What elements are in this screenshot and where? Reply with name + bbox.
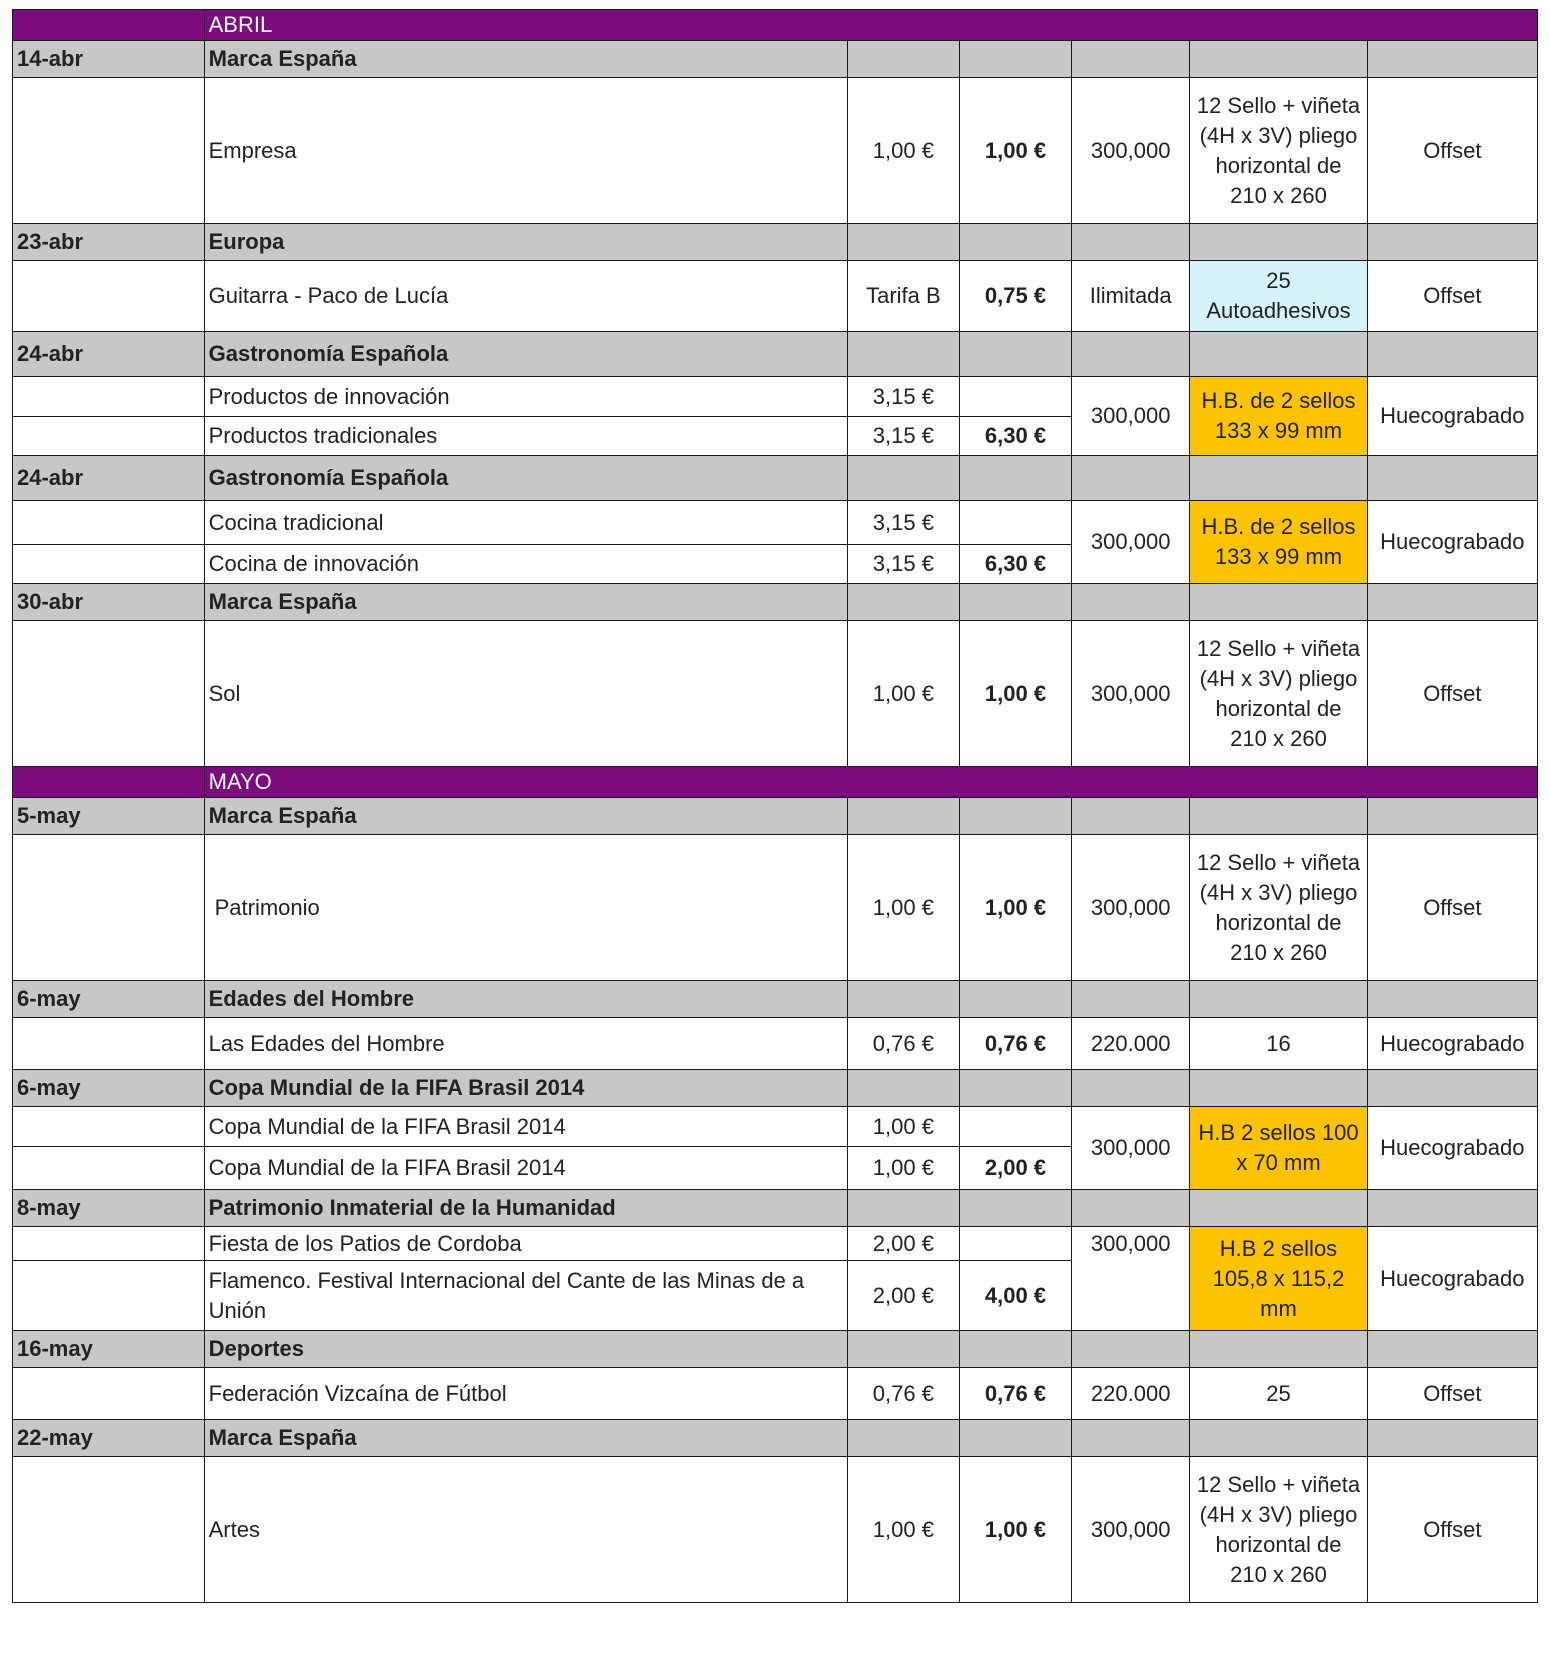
- stamp-price: 1,00 €: [847, 1457, 959, 1603]
- event-header-row: [13, 1190, 1538, 1227]
- stamp-total: 0,76 €: [959, 1368, 1071, 1420]
- event-series: Marca España: [204, 798, 847, 835]
- stamp-format: H.B 2 sellos 105,8 x 115,2 mm: [1190, 1227, 1367, 1331]
- stamp-printing: Huecograbado: [1367, 377, 1537, 456]
- stamp-name: Copa Mundial de la FIFA Brasil 2014: [204, 1107, 847, 1147]
- stamp-format: 12 Sello + viñeta (4H x 3V) pliego horizontal de 210 x 260: [1190, 78, 1367, 224]
- event-date: 24-abr: [13, 456, 205, 501]
- stamp-price: 0,76 €: [847, 1368, 959, 1420]
- stamp-total: 0,76 €: [959, 1018, 1071, 1070]
- stamp-format: 16: [1190, 1018, 1367, 1070]
- stamp-price: 3,15 €: [847, 417, 959, 456]
- stamp-name: Las Edades del Hombre: [204, 1018, 847, 1070]
- stamp-row: [13, 1227, 1538, 1261]
- stamp-tirada: 300,000: [1072, 377, 1190, 456]
- month-row-abril: [13, 10, 1538, 41]
- stamp-name: Guitarra - Paco de Lucía: [204, 261, 847, 332]
- month-row-mayo: [13, 767, 1538, 798]
- month-label: ABRIL: [204, 10, 1537, 41]
- stamp-name: Federación Vizcaína de Fútbol: [204, 1368, 847, 1420]
- stamp-row: [13, 1018, 1538, 1070]
- event-date: 24-abr: [13, 332, 205, 377]
- event-header-row: [13, 332, 1538, 377]
- event-series: Marca España: [204, 1420, 847, 1457]
- stamp-printing: Offset: [1367, 1368, 1537, 1420]
- event-header-row: [13, 798, 1538, 835]
- stamp-name: Cocina tradicional: [204, 501, 847, 545]
- stamp-tirada: 300,000: [1072, 621, 1190, 767]
- stamp-total: 6,30 €: [959, 545, 1071, 584]
- stamp-tirada: 300,000: [1072, 78, 1190, 224]
- stamp-name: Fiesta de los Patios de Cordoba: [204, 1227, 847, 1261]
- event-series: Copa Mundial de la FIFA Brasil 2014: [204, 1070, 847, 1107]
- stamp-printing: Offset: [1367, 261, 1537, 332]
- stamp-printing: Huecograbado: [1367, 1107, 1537, 1190]
- stamp-price: 1,00 €: [847, 78, 959, 224]
- stamp-printing: Huecograbado: [1367, 1018, 1537, 1070]
- stamp-price: 0,76 €: [847, 1018, 959, 1070]
- stamp-row: [13, 621, 1538, 767]
- stamp-format: 25: [1190, 1368, 1367, 1420]
- stamp-format: H.B. de 2 sellos 133 x 99 mm: [1190, 377, 1367, 456]
- stamp-total: 1,00 €: [959, 621, 1071, 767]
- stamp-tirada: 220.000: [1072, 1368, 1190, 1420]
- stamp-name: Artes: [204, 1457, 847, 1603]
- event-header-row: [13, 1420, 1538, 1457]
- event-date: 30-abr: [13, 584, 205, 621]
- event-series: Gastronomía Española: [204, 456, 847, 501]
- stamp-tirada: 300,000: [1072, 1227, 1190, 1331]
- stamp-price: 2,00 €: [847, 1261, 959, 1331]
- stamp-tirada: 300,000: [1072, 501, 1190, 584]
- stamp-tirada: Ilimitada: [1072, 261, 1190, 332]
- stamp-row: [13, 835, 1538, 981]
- stamp-tirada: 220.000: [1072, 1018, 1190, 1070]
- stamp-total: 2,00 €: [959, 1147, 1071, 1190]
- stamp-price: 1,00 €: [847, 1147, 959, 1190]
- stamp-row: [13, 261, 1538, 332]
- stamp-printing: Offset: [1367, 835, 1537, 981]
- stamp-format: 12 Sello + viñeta (4H x 3V) pliego horizontal de 210 x 260: [1190, 621, 1367, 767]
- event-series: Marca España: [204, 584, 847, 621]
- stamp-printing: Huecograbado: [1367, 1227, 1537, 1331]
- stamp-price: 2,00 €: [847, 1227, 959, 1261]
- stamp-row: [13, 1457, 1538, 1603]
- stamp-price: 3,15 €: [847, 377, 959, 417]
- stamp-name: Productos de innovación: [204, 377, 847, 417]
- event-date: 5-may: [13, 798, 205, 835]
- event-header-row: [13, 584, 1538, 621]
- event-date: 6-may: [13, 981, 205, 1018]
- stamp-tirada: 300,000: [1072, 1457, 1190, 1603]
- stamp-row: [13, 78, 1538, 224]
- event-header-row: [13, 41, 1538, 78]
- stamp-name: Flamenco. Festival Internacional del Cante de las Minas de a Unión: [204, 1261, 847, 1331]
- event-series: Marca España: [204, 41, 847, 78]
- stamp-price: 1,00 €: [847, 1107, 959, 1147]
- event-date: 16-may: [13, 1331, 205, 1368]
- stamp-total: 6,30 €: [959, 417, 1071, 456]
- stamp-name: Empresa: [204, 78, 847, 224]
- event-header-row: [13, 1331, 1538, 1368]
- stamp-name: Copa Mundial de la FIFA Brasil 2014: [204, 1147, 847, 1190]
- stamp-total: 4,00 €: [959, 1261, 1071, 1331]
- stamp-name: Cocina de innovación: [204, 545, 847, 584]
- stamp-name: Patrimonio: [204, 835, 847, 981]
- stamp-format: 12 Sello + viñeta (4H x 3V) pliego horizontal de 210 x 260: [1190, 835, 1367, 981]
- stamp-price: Tarifa B: [847, 261, 959, 332]
- stamp-printing: Offset: [1367, 1457, 1537, 1603]
- event-series: Patrimonio Inmaterial de la Humanidad: [204, 1190, 847, 1227]
- stamp-row: [13, 377, 1538, 417]
- event-header-row: [13, 981, 1538, 1018]
- stamp-total: 1,00 €: [959, 78, 1071, 224]
- stamp-format: 12 Sello + viñeta (4H x 3V) pliego horizontal de 210 x 260: [1190, 1457, 1367, 1603]
- stamp-total: 1,00 €: [959, 835, 1071, 981]
- stamp-schedule-table: [12, 9, 1538, 1603]
- event-date: 14-abr: [13, 41, 205, 78]
- event-date: 6-may: [13, 1070, 205, 1107]
- stamp-format: 25 Autoadhesivos: [1190, 261, 1367, 332]
- event-series: Deportes: [204, 1331, 847, 1368]
- stamp-row: [13, 1368, 1538, 1420]
- event-date: 22-may: [13, 1420, 205, 1457]
- stamp-format: H.B. de 2 sellos 133 x 99 mm: [1190, 501, 1367, 584]
- stamp-schedule-sheet: [12, 9, 1538, 1603]
- stamp-tirada: 300,000: [1072, 835, 1190, 981]
- stamp-name: Productos tradicionales: [204, 417, 847, 456]
- stamp-name: Sol: [204, 621, 847, 767]
- event-series: Europa: [204, 224, 847, 261]
- stamp-price: 3,15 €: [847, 545, 959, 584]
- stamp-price: 1,00 €: [847, 621, 959, 767]
- stamp-row: [13, 1107, 1538, 1147]
- event-header-row: [13, 456, 1538, 501]
- stamp-row: [13, 501, 1538, 545]
- stamp-price: 1,00 €: [847, 835, 959, 981]
- stamp-printing: Huecograbado: [1367, 501, 1537, 584]
- stamp-printing: Offset: [1367, 621, 1537, 767]
- event-date: 23-abr: [13, 224, 205, 261]
- event-date: 8-may: [13, 1190, 205, 1227]
- stamp-total: 1,00 €: [959, 1457, 1071, 1603]
- event-header-row: [13, 224, 1538, 261]
- month-label: MAYO: [204, 767, 1537, 798]
- stamp-tirada: 300,000: [1072, 1107, 1190, 1190]
- event-header-row: [13, 1070, 1538, 1107]
- event-series: Gastronomía Española: [204, 332, 847, 377]
- stamp-printing: Offset: [1367, 78, 1537, 224]
- stamp-format: H.B 2 sellos 100 x 70 mm: [1190, 1107, 1367, 1190]
- event-series: Edades del Hombre: [204, 981, 847, 1018]
- stamp-price: 3,15 €: [847, 501, 959, 545]
- stamp-total: 0,75 €: [959, 261, 1071, 332]
